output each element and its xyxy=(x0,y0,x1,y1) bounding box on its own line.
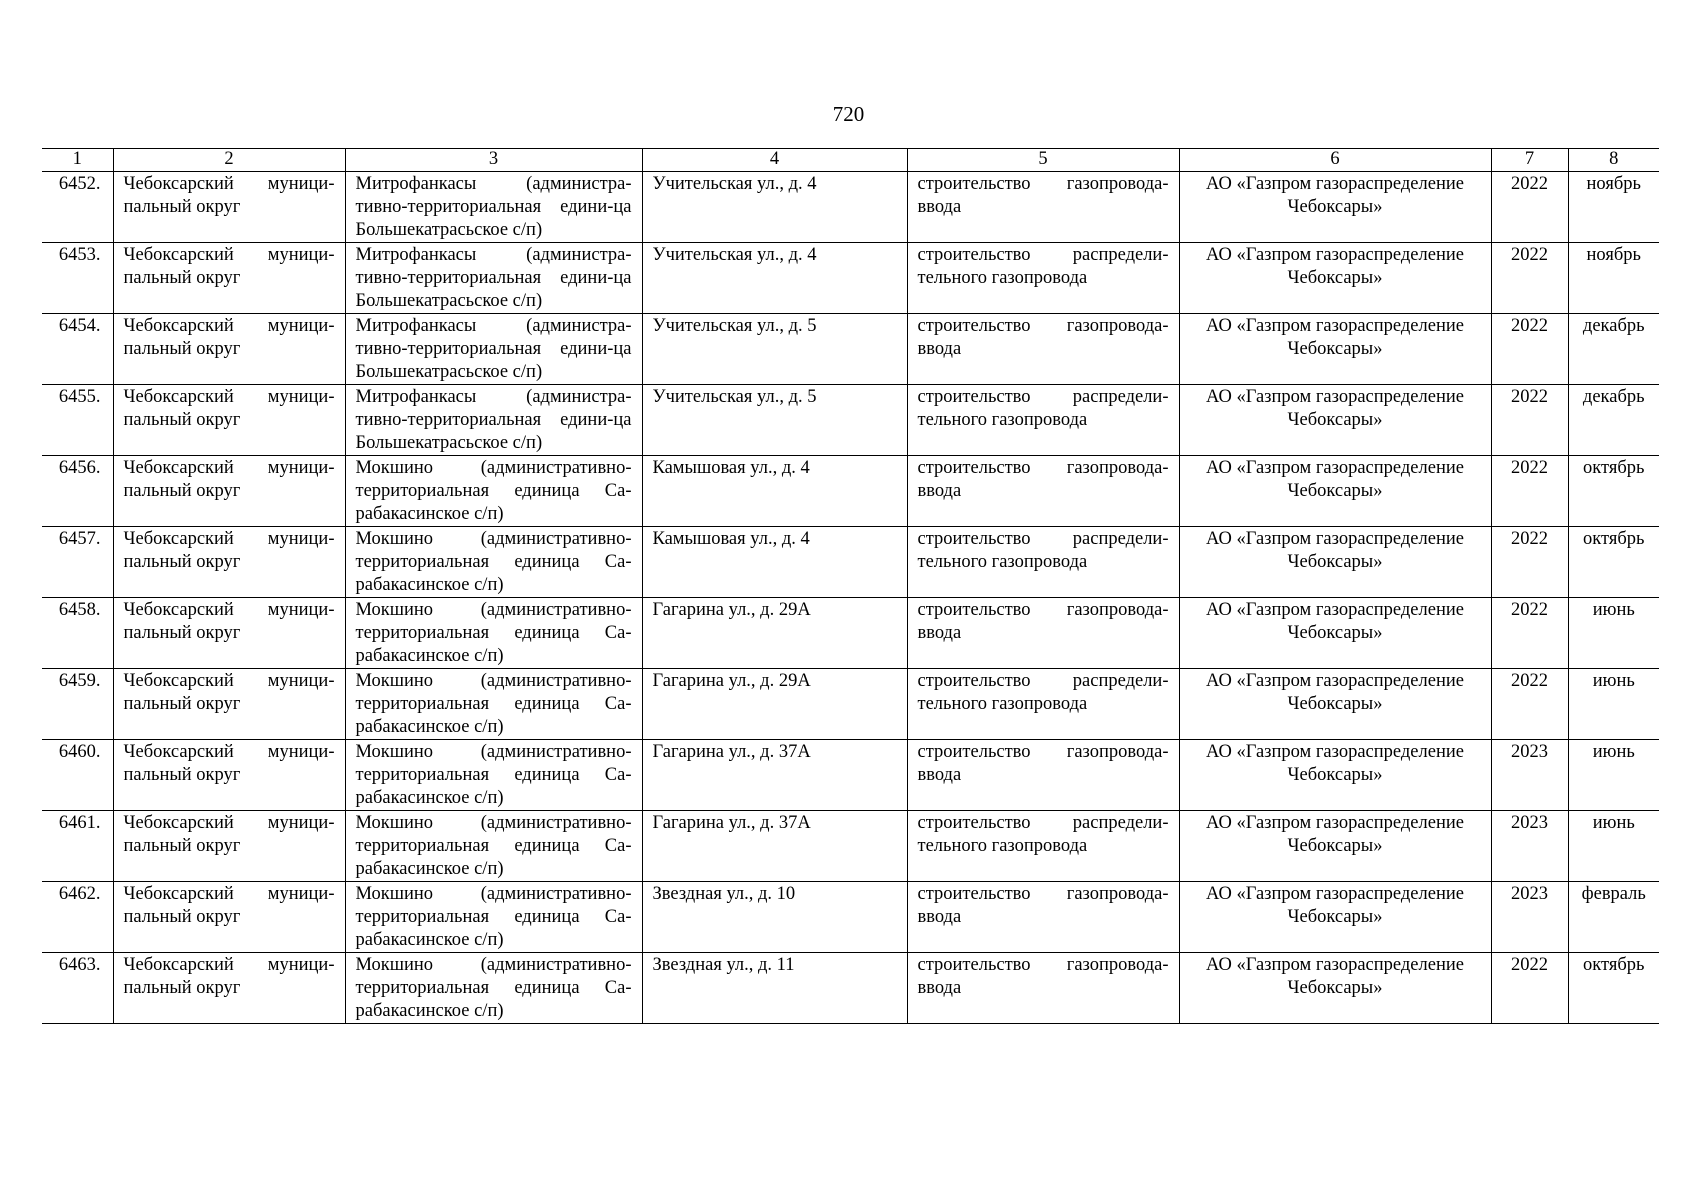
settlement-cell: Мокшино (административно-территориальная единица Са-рабакасинское с/п) xyxy=(345,598,642,669)
district-cell: Чебоксарский муници-пальный округ xyxy=(113,669,345,740)
month-cell: декабрь xyxy=(1568,385,1659,456)
row-number-cell: 6453. xyxy=(42,243,113,314)
organization-cell: АО «Газпром газораспределение Чебоксары» xyxy=(1179,598,1491,669)
district-cell: Чебоксарский муници-пальный округ xyxy=(113,456,345,527)
district-cell: Чебоксарский муници-пальный округ xyxy=(113,953,345,1024)
organization-cell: АО «Газпром газораспределение Чебоксары» xyxy=(1179,314,1491,385)
table-row xyxy=(42,953,1659,1024)
work-type-cell: строительство распредели-тельного газопровода xyxy=(907,527,1179,598)
district-cell: Чебоксарский муници-пальный округ xyxy=(113,882,345,953)
month-cell: июнь xyxy=(1568,669,1659,740)
month-cell: октябрь xyxy=(1568,953,1659,1024)
data-table xyxy=(42,148,1659,1024)
month-cell: ноябрь xyxy=(1568,172,1659,243)
work-type-cell: строительство газопровода-ввода xyxy=(907,953,1179,1024)
table-row xyxy=(42,669,1659,740)
work-type-cell: строительство газопровода-ввода xyxy=(907,740,1179,811)
work-type-cell: строительство газопровода-ввода xyxy=(907,172,1179,243)
organization-cell: АО «Газпром газораспределение Чебоксары» xyxy=(1179,527,1491,598)
organization-cell: АО «Газпром газораспределение Чебоксары» xyxy=(1179,385,1491,456)
row-number-cell: 6452. xyxy=(42,172,113,243)
organization-cell: АО «Газпром газораспределение Чебоксары» xyxy=(1179,811,1491,882)
district-cell: Чебоксарский муници-пальный округ xyxy=(113,243,345,314)
table-row xyxy=(42,740,1659,811)
year-cell: 2022 xyxy=(1491,385,1568,456)
year-cell: 2022 xyxy=(1491,953,1568,1024)
column-header: 2 xyxy=(113,149,345,172)
table-row xyxy=(42,243,1659,314)
address-cell: Учительская ул., д. 4 xyxy=(642,243,907,314)
row-number-cell: 6460. xyxy=(42,740,113,811)
year-cell: 2022 xyxy=(1491,314,1568,385)
address-cell: Учительская ул., д. 4 xyxy=(642,172,907,243)
district-cell: Чебоксарский муници-пальный округ xyxy=(113,740,345,811)
district-cell: Чебоксарский муници-пальный округ xyxy=(113,314,345,385)
column-header: 3 xyxy=(345,149,642,172)
settlement-cell: Мокшино (административно-территориальная единица Са-рабакасинское с/п) xyxy=(345,669,642,740)
address-cell: Гагарина ул., д. 37А xyxy=(642,740,907,811)
settlement-cell: Митрофанкасы (администра-тивно-территориальная едини-ца Большекатрасьское с/п) xyxy=(345,172,642,243)
settlement-cell: Мокшино (административно-территориальная единица Са-рабакасинское с/п) xyxy=(345,811,642,882)
table-header-row xyxy=(42,149,1659,172)
row-number-cell: 6461. xyxy=(42,811,113,882)
work-type-cell: строительство газопровода-ввода xyxy=(907,598,1179,669)
row-number-cell: 6458. xyxy=(42,598,113,669)
address-cell: Гагарина ул., д. 29А xyxy=(642,598,907,669)
row-number-cell: 6454. xyxy=(42,314,113,385)
year-cell: 2023 xyxy=(1491,882,1568,953)
organization-cell: АО «Газпром газораспределение Чебоксары» xyxy=(1179,172,1491,243)
table-row xyxy=(42,882,1659,953)
work-type-cell: строительство распредели-тельного газопровода xyxy=(907,385,1179,456)
organization-cell: АО «Газпром газораспределение Чебоксары» xyxy=(1179,456,1491,527)
row-number-cell: 6457. xyxy=(42,527,113,598)
month-cell: декабрь xyxy=(1568,314,1659,385)
year-cell: 2023 xyxy=(1491,811,1568,882)
settlement-cell: Мокшино (административно-территориальная единица Са-рабакасинское с/п) xyxy=(345,953,642,1024)
district-cell: Чебоксарский муници-пальный округ xyxy=(113,385,345,456)
table-row xyxy=(42,598,1659,669)
year-cell: 2022 xyxy=(1491,172,1568,243)
address-cell: Звездная ул., д. 11 xyxy=(642,953,907,1024)
row-number-cell: 6459. xyxy=(42,669,113,740)
year-cell: 2022 xyxy=(1491,598,1568,669)
address-cell: Камышовая ул., д. 4 xyxy=(642,456,907,527)
table-row xyxy=(42,811,1659,882)
column-header: 4 xyxy=(642,149,907,172)
table-body xyxy=(42,172,1659,1024)
settlement-cell: Митрофанкасы (администра-тивно-территориальная едини-ца Большекатрасьское с/п) xyxy=(345,385,642,456)
page-number: 720 xyxy=(832,102,865,126)
organization-cell: АО «Газпром газораспределение Чебоксары» xyxy=(1179,882,1491,953)
work-type-cell: строительство газопровода-ввода xyxy=(907,882,1179,953)
month-cell: июнь xyxy=(1568,740,1659,811)
year-cell: 2022 xyxy=(1491,669,1568,740)
month-cell: февраль xyxy=(1568,882,1659,953)
organization-cell: АО «Газпром газораспределение Чебоксары» xyxy=(1179,953,1491,1024)
address-cell: Гагарина ул., д. 37А xyxy=(642,811,907,882)
district-cell: Чебоксарский муници-пальный округ xyxy=(113,172,345,243)
work-type-cell: строительство газопровода-ввода xyxy=(907,456,1179,527)
district-cell: Чебоксарский муници-пальный округ xyxy=(113,598,345,669)
month-cell: октябрь xyxy=(1568,456,1659,527)
row-number-cell: 6455. xyxy=(42,385,113,456)
organization-cell: АО «Газпром газораспределение Чебоксары» xyxy=(1179,669,1491,740)
table-row xyxy=(42,456,1659,527)
organization-cell: АО «Газпром газораспределение Чебоксары» xyxy=(1179,740,1491,811)
settlement-cell: Мокшино (административно-территориальная единица Са-рабакасинское с/п) xyxy=(345,740,642,811)
table-row xyxy=(42,314,1659,385)
address-cell: Учительская ул., д. 5 xyxy=(642,314,907,385)
month-cell: октябрь xyxy=(1568,527,1659,598)
address-cell: Звездная ул., д. 10 xyxy=(642,882,907,953)
district-cell: Чебоксарский муници-пальный округ xyxy=(113,527,345,598)
column-header: 6 xyxy=(1179,149,1491,172)
row-number-cell: 6463. xyxy=(42,953,113,1024)
month-cell: июнь xyxy=(1568,811,1659,882)
year-cell: 2023 xyxy=(1491,740,1568,811)
year-cell: 2022 xyxy=(1491,456,1568,527)
settlement-cell: Митрофанкасы (администра-тивно-территориальная едини-ца Большекатрасьское с/п) xyxy=(345,243,642,314)
address-cell: Камышовая ул., д. 4 xyxy=(642,527,907,598)
year-cell: 2022 xyxy=(1491,527,1568,598)
settlement-cell: Митрофанкасы (администра-тивно-территориальная едини-ца Большекатрасьское с/п) xyxy=(345,314,642,385)
table-row xyxy=(42,385,1659,456)
district-cell: Чебоксарский муници-пальный округ xyxy=(113,811,345,882)
work-type-cell: строительство распредели-тельного газопровода xyxy=(907,243,1179,314)
address-cell: Учительская ул., д. 5 xyxy=(642,385,907,456)
settlement-cell: Мокшино (административно-территориальная единица Са-рабакасинское с/п) xyxy=(345,882,642,953)
month-cell: июнь xyxy=(1568,598,1659,669)
table-row xyxy=(42,527,1659,598)
row-number-cell: 6456. xyxy=(42,456,113,527)
column-header: 1 xyxy=(42,149,113,172)
column-header: 7 xyxy=(1491,149,1568,172)
work-type-cell: строительство распредели-тельного газопровода xyxy=(907,669,1179,740)
month-cell: ноябрь xyxy=(1568,243,1659,314)
work-type-cell: строительство газопровода-ввода xyxy=(907,314,1179,385)
row-number-cell: 6462. xyxy=(42,882,113,953)
column-header: 5 xyxy=(907,149,1179,172)
column-header: 8 xyxy=(1568,149,1659,172)
organization-cell: АО «Газпром газораспределение Чебоксары» xyxy=(1179,243,1491,314)
year-cell: 2022 xyxy=(1491,243,1568,314)
work-type-cell: строительство распредели-тельного газопровода xyxy=(907,811,1179,882)
address-cell: Гагарина ул., д. 29А xyxy=(642,669,907,740)
settlement-cell: Мокшино (административно-территориальная единица Са-рабакасинское с/п) xyxy=(345,527,642,598)
table-row xyxy=(42,172,1659,243)
settlement-cell: Мокшино (административно-территориальная единица Са-рабакасинское с/п) xyxy=(345,456,642,527)
